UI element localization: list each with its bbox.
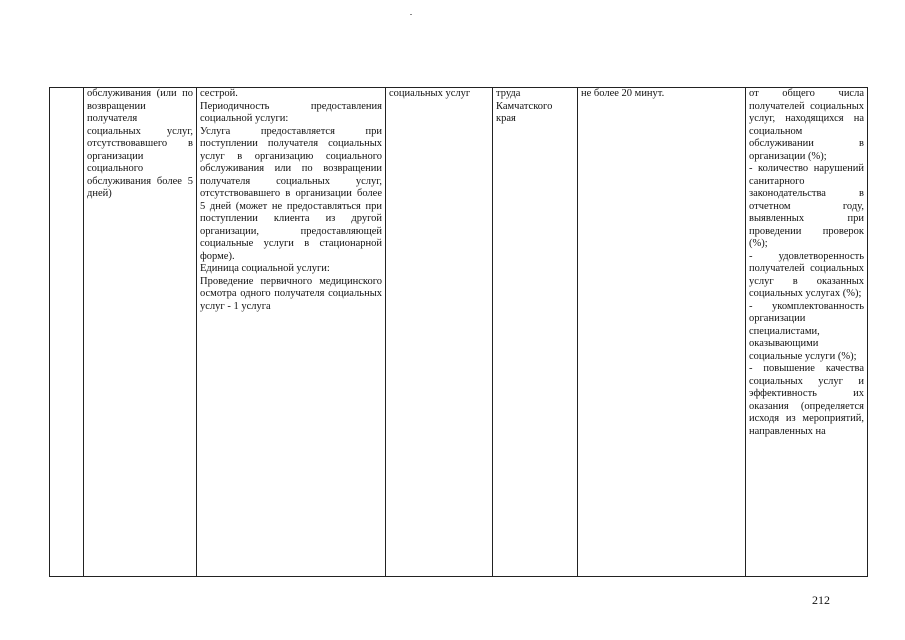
indicator-3: - удовлетворенность получателей социальных услуг в оказанных социальных услугах (%); xyxy=(749,250,864,299)
page-number: 212 xyxy=(812,593,830,607)
indicator-4: - укомплектованность организации специалистами, оказывающими социальные услуги (%); xyxy=(749,300,864,362)
cell-service-description xyxy=(197,88,386,577)
table-row xyxy=(50,88,868,577)
description-line-2: Периодичность предоставления социальной услуги: xyxy=(200,100,382,124)
cell-number xyxy=(50,88,84,577)
cell-quality-indicators xyxy=(746,88,868,577)
duration-text: не более 20 минут. xyxy=(581,88,665,99)
description-line-3: Услуга предоставляется при поступлении получателя социальных услуг в организацию социального обслуживания или по возвращении получателя социальных услуг, отсутствовавшего в организации более 5 дней (может не предоставляться при поступлении клиента из другой организации, предоставляющей социальные услуги в стационарной форме). xyxy=(200,125,382,262)
indicator-5: - повышение качества социальных услуг и эффективность их оказания (определяется исходя из мероприятий, направленных на xyxy=(749,363,864,437)
scan-mark xyxy=(410,14,412,15)
indicator-2: - количество нарушений санитарного законодательства в отчетном году, выявленных при проведении проверок (%); xyxy=(749,163,864,249)
cell-tariff xyxy=(493,88,578,577)
description-line-1: сестрой. xyxy=(200,88,238,99)
standard-text: социальных услуг xyxy=(389,88,471,99)
tariff-text: труда Камчатского края xyxy=(496,88,553,124)
description-line-4: Единица социальной услуги: xyxy=(200,263,330,274)
cell-duration xyxy=(578,88,746,577)
indicator-1: от общего числа получателей социальных услуг, находящихся на социальном обслуживании в организации (%); xyxy=(749,88,864,162)
service-name-text: обслуживания (или по возвращении получателя социальных услуг, отсутствовавшего в организации социального обслуживания более 5 дней) xyxy=(87,88,193,199)
cell-standard xyxy=(386,88,493,577)
cell-service-name xyxy=(84,88,197,577)
services-table xyxy=(49,87,868,577)
description-line-5: Проведение первичного медицинского осмотра одного получателя социальных услуг - 1 услуга xyxy=(200,275,382,312)
